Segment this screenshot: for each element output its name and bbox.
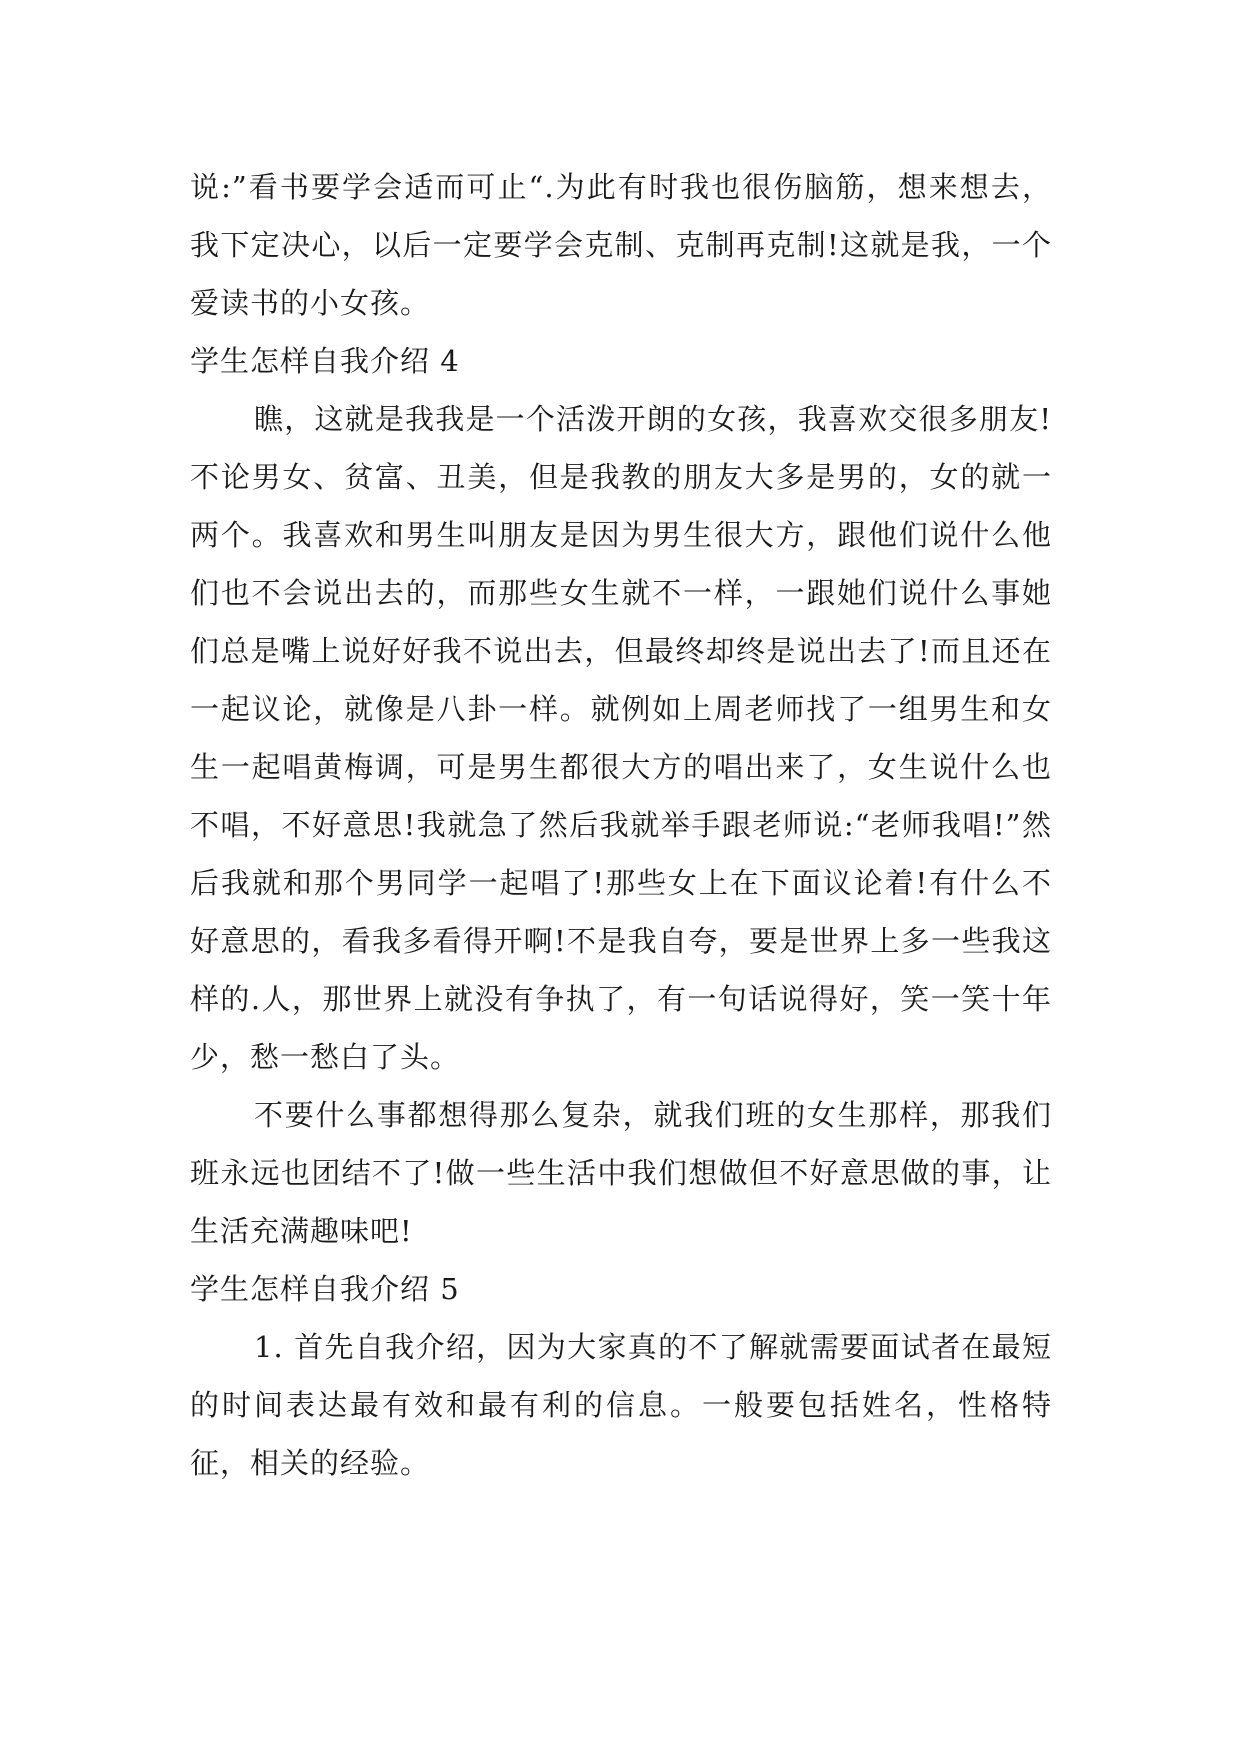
paragraph: 1. 首先自我介绍，因为大家真的不了解就需要面试者在最短的时间表达最有效和最有利的信息。一般要包括姓名，性格特征，相关的经验。	[190, 1330, 1052, 1480]
section-heading: 学生怎样自我介绍 5	[190, 1272, 460, 1306]
document-body	[190, 158, 1052, 1492]
section-heading: 学生怎样自我介绍 4	[190, 344, 460, 378]
paragraph: 说:”看书要学会适而可止“.为此有时我也很伤脑筋，想来想去，我下定决心，以后一定要学会克制、克制再克制!这就是我，一个爱读书的小女孩。	[190, 170, 1052, 320]
paragraph: 瞧，这就是我我是一个活泼开朗的女孩，我喜欢交很多朋友!不论男女、贫富、丑美，但是我教的朋友大多是男的，女的就一两个。我喜欢和男生叫朋友是因为男生很大方，跟他们说什么他们也不会说出去的，而那些女生就不一样，一跟她们说什么事她们总是嘴上说好好我不说出去，但最终却终是说出去了!而且还在一起议论，就像是八卦一样。就例如上周老师找了一组男生和女生一起唱黄梅调，可是男生都很大方的唱出来了，女生说什么也不唱，不好意思!我就急了然后我就举手跟老师说:“老师我唱!”然后我就和那个男同学一起唱了!那些女上在下面议论着!有什么不好意思的，看我多看得开啊!不是我自夸，要是世界上多一些我这样的.人，那世界上就没有争执了，有一句话说得好，笑一笑十年少，愁一愁白了头。	[190, 402, 1052, 1074]
paragraph: 不要什么事都想得那么复杂，就我们班的女生那样，那我们班永远也团结不了!做一些生活中我们想做但不好意思做的事，让生活充满趣味吧!	[190, 1098, 1052, 1248]
